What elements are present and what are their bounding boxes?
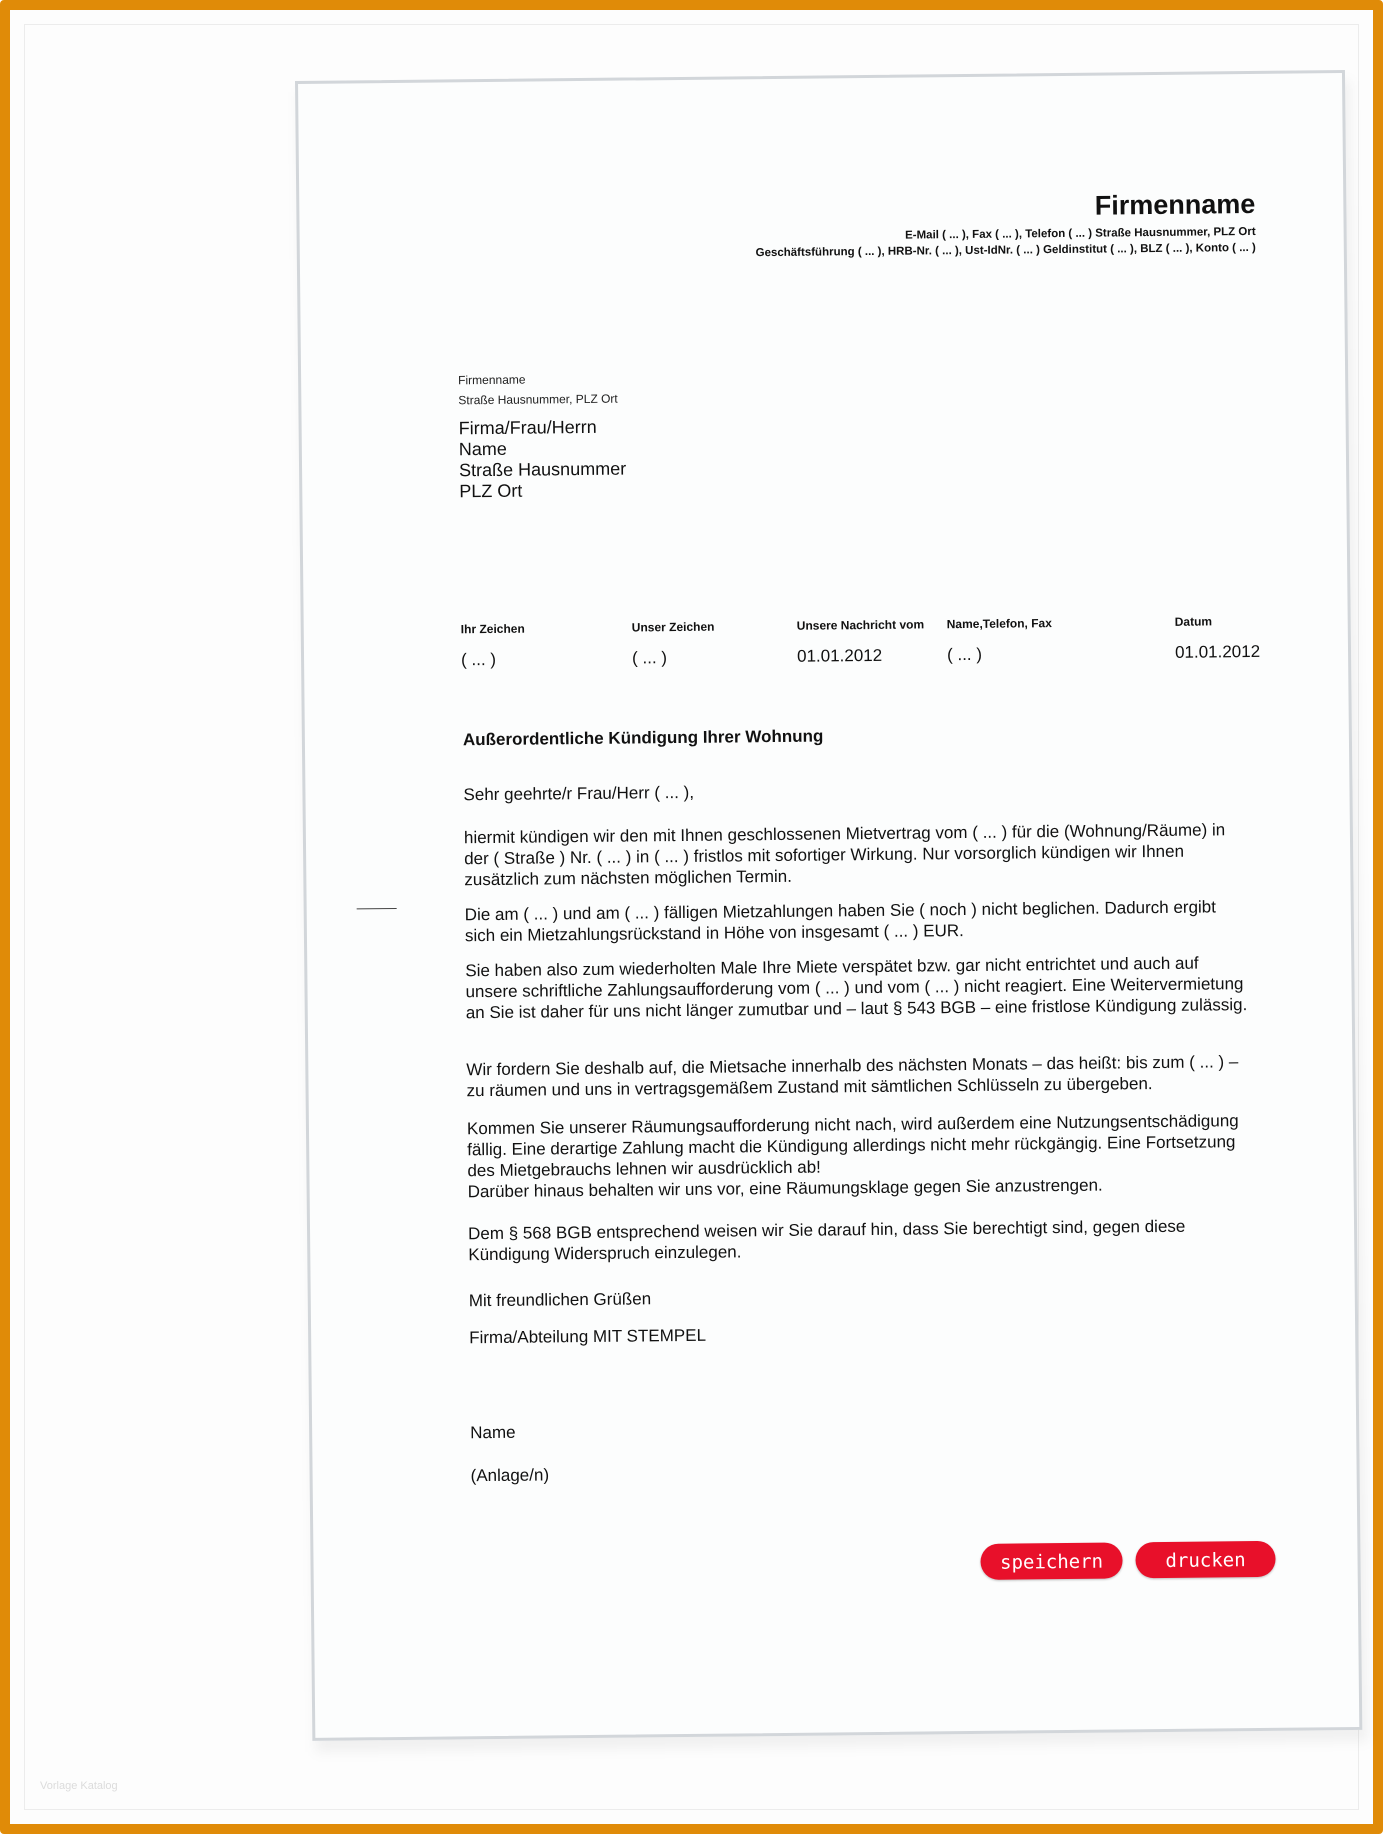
save-button[interactable]: speichern [980, 1542, 1122, 1579]
sender-address: Straße Hausnummer, PLZ Ort [458, 391, 618, 408]
ref-label-ihr-zeichen: Ihr Zeichen [460, 621, 525, 637]
letter-document [295, 70, 1362, 1741]
ref-value-datum: 01.01.2012 [1174, 641, 1261, 662]
ref-value-name-telefon: ( ... ) [946, 644, 983, 665]
ref-label-name-telefon: Name,Telefon, Fax [946, 616, 1052, 632]
body-paragraph: Dem § 568 BGB entsprechend weisen wir Sie darauf hin, dass Sie berechtigt sind, gegen diese Kündigung Widerspruch einzulegen. [467, 1216, 1186, 1265]
header-legal-line: Geschäftsführung ( ... ), HRB-Nr. ( ... ), Ust-IdNr. ( ... ) Geldinstitut ( ... ), BLZ ( ... ), Konto ( ... ) [755, 241, 1256, 260]
body-paragraph: Darüber hinaus behalten wir uns vor, eine Räumungsklage gegen Sie anzustrengen. [467, 1175, 1103, 1202]
signature-name: Name [470, 1422, 516, 1443]
ref-label-nachricht-vom: Unsere Nachricht vom [796, 617, 925, 633]
department-line: Firma/Abteilung MIT STEMPEL [469, 1325, 707, 1348]
recipient-line: PLZ Ort [459, 480, 523, 502]
recipient-line: Firma/Frau/Herrn [458, 416, 597, 439]
body-paragraph: Sie haben also zum wiederholten Male Ihre Miete verspätet bzw. gar nicht entrichtet und auch auf unsere schriftliche Zahlungsaufforderung vom ( ... ) und vom ( ... ) nicht reagiert. Eine Weitervermietung an Sie ist daher für uns nicht länger zumutbar und – laut § 543 BGB – eine fristlose Kündigung zulässig. [465, 953, 1248, 1023]
fold-mark [357, 908, 397, 909]
header-contact-line: E-Mail ( ... ), Fax ( ... ), Telefon ( ... ) Straße Hausnummer, PLZ Ort [904, 225, 1256, 242]
body-paragraph: Die am ( ... ) und am ( ... ) fälligen Mietzahlungen haben Sie ( noch ) nicht beglichen. Dadurch ergibt sich ein Mietzahlungsrückstand in Höhe von insgesamt ( ... ) EUR. [464, 897, 1217, 946]
ref-label-datum: Datum [1174, 614, 1213, 629]
letter-subject: Außerordentliche Kündigung Ihrer Wohnung [462, 726, 824, 750]
recipient-line: Straße Hausnummer [458, 458, 627, 481]
salutation: Sehr geehrte/r Frau/Herr ( ... ), [463, 782, 695, 805]
body-paragraph: Kommen Sie unserer Räumungsaufforderung nicht nach, wird außerdem eine Nutzungsentschädigung fällig. Eine derartige Zahlung macht die Kündigung allerdings nicht mehr rückgängig. Eine Fortsetzung des Mietgebrauchs lehnen wir ausdrücklich ab! [466, 1111, 1239, 1181]
ref-value-unser-zeichen: ( ... ) [631, 648, 668, 668]
watermark: Vorlage Katalog [40, 1780, 118, 1792]
closing: Mit freundlichen Grüßen [468, 1289, 652, 1311]
body-paragraph: Wir fordern Sie deshalb auf, die Mietsache innerhalb des nächsten Monats – das heißt: bis zum ( ... ) – zu räumen und uns in vertragsgemäßem Zustand mit sämtlichen Schlüsseln zu übergeben. [466, 1052, 1239, 1101]
company-name-heading: Firmenname [1094, 188, 1256, 221]
ref-label-unser-zeichen: Unser Zeichen [631, 619, 715, 635]
ref-value-ihr-zeichen: ( ... ) [460, 649, 497, 670]
ref-value-nachricht-vom: 01.01.2012 [796, 645, 883, 666]
recipient-line: Name [458, 438, 507, 460]
attachments-line: (Anlage/n) [470, 1465, 550, 1486]
sender-name: Firmenname [458, 372, 526, 388]
body-paragraph: hiermit kündigen wir den mit Ihnen geschlossenen Mietvertrag vom ( ... ) für die (Wohnung/Räume) in der ( Straße ) Nr. ( ... ) in ( ... ) fristlos mit sofortiger Wirkung. Nur vorsorglich kündigen wir Ihnen zusätzlich zum nächsten möglichen Termin. [463, 820, 1226, 890]
print-button[interactable]: drucken [1135, 1541, 1275, 1578]
